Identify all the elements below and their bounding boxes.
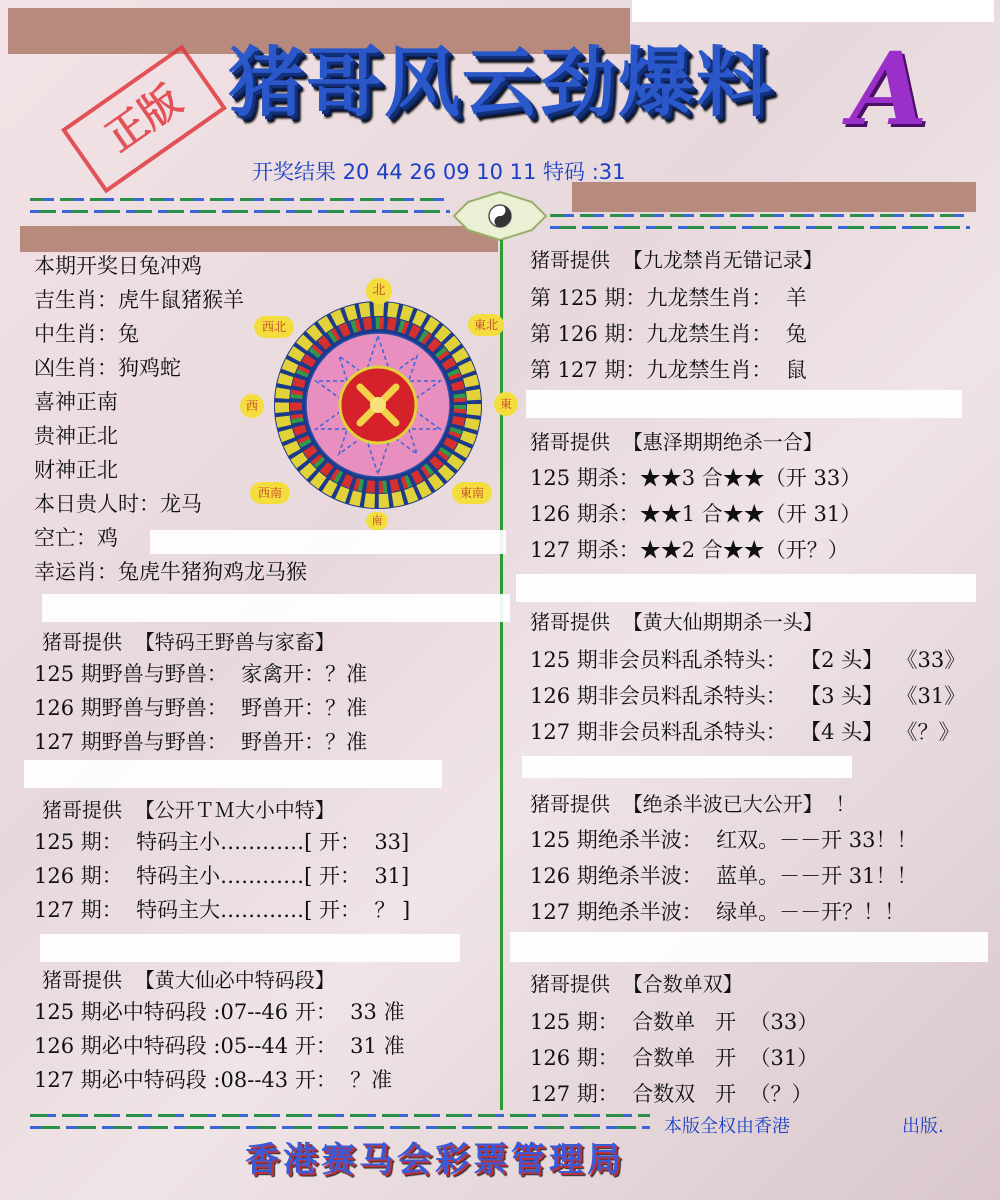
result-row: 127 期必中特码段 :08--43 开： ？准 — [34, 1068, 393, 1092]
draw-result: 开奖结果 20 44 26 09 10 11 特码 :31 — [252, 160, 626, 184]
section-heading: 猪哥提供 【黄大仙必中特码段】 — [42, 968, 335, 992]
result-row: 127 期野兽与野兽： 野兽开：？准 — [34, 730, 368, 754]
mask-bar — [150, 530, 506, 554]
section-heading: 猪哥提供 【合数单双】 — [530, 972, 743, 996]
section-heading: 猪哥提供 【特码王野兽与家畜】 — [42, 630, 335, 654]
direction-east: 東 — [494, 392, 518, 416]
page-title: 猪哥风云劲爆料 — [228, 38, 774, 127]
authentic-stamp: 正版 — [61, 45, 227, 194]
almanac-line: 本日贵人时：龙马 — [34, 492, 202, 516]
result-row: 126 期： 特码主小…………[ 开： 31] — [34, 864, 410, 888]
direction-northwest: 西北 — [254, 316, 294, 338]
result-row: 127 期： 特码主大…………[ 开： ？ ] — [34, 898, 411, 922]
almanac-line: 空亡：鸡 — [34, 526, 118, 550]
wave-divider — [30, 1126, 650, 1129]
direction-northeast: 東北 — [468, 314, 504, 336]
wave-divider — [30, 198, 450, 201]
direction-south: 南 — [366, 512, 388, 530]
mask-bar — [42, 594, 510, 622]
almanac-line: 本期开奖日兔冲鸡 — [34, 254, 202, 278]
result-row: 126 期绝杀半波： 蓝单。－－开 31！！ — [530, 864, 918, 888]
result-row: 126 期野兽与野兽： 野兽开：？准 — [34, 696, 368, 720]
almanac-line: 幸运肖：兔虎牛猪狗鸡龙马猴 — [34, 560, 307, 584]
header-mask-strip — [632, 0, 994, 22]
result-row: 125 期： 特码主小…………[ 开： 33] — [34, 830, 410, 854]
mask-bar — [526, 390, 962, 418]
result-row: 125 期绝杀半波： 红双。－－开 33！！ — [530, 828, 918, 852]
almanac-line: 吉生肖：虎牛鼠猪猴羊 — [34, 288, 244, 312]
result-row: 126 期杀：★★1 合★★（开 31） — [530, 502, 862, 526]
rights-notice-end: 出版. — [902, 1116, 944, 1137]
result-row: 125 期： 合数单 开 （33） — [530, 1010, 819, 1034]
mask-bar — [522, 756, 852, 778]
result-row: 125 期必中特码段 :07--46 开： 33 准 — [34, 1000, 405, 1024]
result-row: 127 期杀：★★2 合★★（开？） — [530, 538, 849, 562]
direction-north: 北 — [366, 278, 392, 304]
direction-west: 西 — [240, 394, 264, 418]
mask-bar — [510, 932, 988, 962]
direction-southwest: 西南 — [250, 482, 290, 504]
mask-bar — [24, 760, 442, 788]
section-heading: 猪哥提供 【黄大仙期期杀一头】 — [530, 610, 823, 634]
result-row: 125 期杀：★★3 合★★（开 33） — [530, 466, 862, 490]
almanac-line: 喜神正南 — [34, 390, 118, 414]
result-row: 第 125 期：九龙禁生肖： 羊 — [530, 286, 807, 310]
mask-bar — [516, 574, 976, 602]
almanac-line: 凶生肖：狗鸡蛇 — [34, 356, 181, 380]
result-row: 125 期非会员料乱杀特头： 【2 头】 《33》 — [530, 648, 966, 672]
result-row: 127 期绝杀半波： 绿单。－－开？！！ — [530, 900, 906, 924]
footer-title: 香港赛马会彩票管理局 — [245, 1140, 625, 1180]
result-row: 第 127 期：九龙禁生肖： 鼠 — [530, 358, 807, 382]
result-row: 127 期： 合数双 开 （？） — [530, 1082, 813, 1106]
almanac-line: 贵神正北 — [34, 424, 118, 448]
mask-bar — [40, 934, 460, 962]
mask-bar — [20, 226, 498, 252]
result-row: 126 期必中特码段 :05--44 开： 31 准 — [34, 1034, 405, 1058]
result-row: 126 期： 合数单 开 （31） — [530, 1046, 819, 1070]
result-row: 125 期野兽与野兽： 家禽开：？准 — [34, 662, 368, 686]
wave-divider — [550, 214, 970, 217]
result-row: 第 126 期：九龙禁生肖： 兔 — [530, 322, 807, 346]
wave-divider — [30, 210, 450, 213]
section-heading: 猪哥提供 【公开ＴＭ大小中特】 — [42, 798, 335, 822]
direction-southeast: 東南 — [452, 482, 492, 504]
result-row: 127 期非会员料乱杀特头： 【4 头】 《？》 — [530, 720, 960, 744]
edition-letter: A — [850, 30, 928, 148]
section-heading: 猪哥提供 【九龙禁肖无错记录】 — [530, 248, 823, 272]
wave-divider — [30, 1114, 650, 1117]
mask-bar — [572, 182, 976, 212]
section-heading: 猪哥提供 【惠泽期期绝杀一合】 — [530, 430, 823, 454]
result-row: 126 期非会员料乱杀特头： 【3 头】 《31》 — [530, 684, 966, 708]
bagua-icon — [452, 190, 548, 242]
wave-divider — [550, 226, 970, 229]
rights-notice: 本版全权由香港 — [664, 1116, 790, 1137]
almanac-line: 财神正北 — [34, 458, 118, 482]
almanac-line: 中生肖：兔 — [34, 322, 139, 346]
section-heading: 猪哥提供 【绝杀半波已大公开】 ！ — [530, 792, 856, 816]
